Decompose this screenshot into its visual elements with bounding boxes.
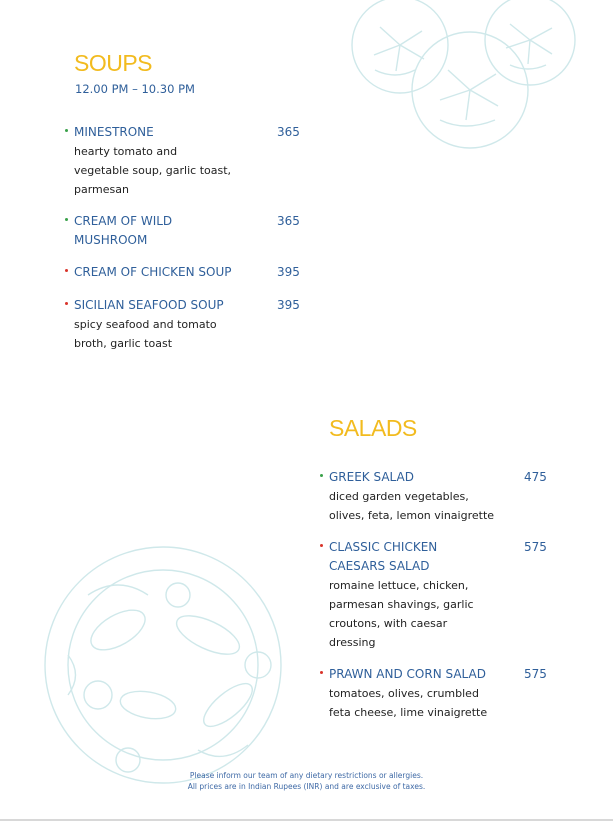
item-name: PRAWN AND CORN SALAD [329, 667, 486, 681]
nonveg-indicator-icon [320, 544, 323, 547]
menu-item [74, 212, 304, 250]
veg-indicator-icon [320, 474, 323, 477]
item-name: MINESTRONE [74, 125, 154, 139]
item-name: GREEK SALAD [329, 470, 414, 484]
menu-item [329, 538, 554, 652]
item-description: parmesan [74, 183, 129, 196]
item-description: feta cheese, lime vinaigrette [329, 706, 488, 719]
soups-hours: 12.00 PM – 10.30 PM [75, 82, 195, 96]
item-name: CREAM OF CHICKEN SOUP [74, 265, 232, 279]
item-name: SICILIAN SEAFOOD SOUP [74, 298, 224, 312]
tomato-illustration [345, 0, 585, 160]
item-name: CLASSIC CHICKEN [329, 540, 438, 554]
item-description: hearty tomato and [74, 145, 178, 158]
item-name: CREAM OF WILD [74, 214, 173, 228]
menu-item [329, 468, 554, 525]
item-description: vegetable soup, garlic toast, [74, 164, 232, 177]
nonveg-indicator-icon [65, 269, 68, 272]
item-description: diced garden vegetables, [329, 490, 469, 503]
menu-item [74, 123, 304, 199]
veg-indicator-icon [65, 218, 68, 221]
salad-bowl-illustration [28, 535, 303, 800]
salads-heading: SALADS [329, 415, 417, 441]
item-description: romaine lettuce, chicken, [329, 579, 469, 592]
footer-allergy-line: Please inform our team of any dietary restrictions or allergies. [189, 771, 424, 780]
item-name: CAESARS SALAD [329, 559, 430, 573]
item-description: parmesan shavings, garlic [329, 598, 474, 611]
soups-heading: SOUPS [74, 50, 153, 76]
nonveg-indicator-icon [320, 671, 323, 674]
item-price: 395 [277, 265, 300, 279]
item-description: spicy seafood and tomato [74, 318, 217, 331]
item-price: 365 [277, 125, 300, 139]
menu-item [74, 296, 304, 353]
item-price: 575 [524, 540, 547, 554]
menu-item [74, 263, 304, 282]
item-price: 365 [277, 214, 300, 228]
item-description: broth, garlic toast [74, 337, 173, 350]
item-price: 395 [277, 298, 300, 312]
nonveg-indicator-icon [65, 302, 68, 305]
item-description: dressing [329, 636, 376, 649]
item-description: olives, feta, lemon vinaigrette [329, 509, 495, 522]
footer-notice [0, 770, 613, 792]
veg-indicator-icon [65, 129, 68, 132]
footer-price-line: All prices are in Indian Rupees (INR) and are exclusive of taxes. [187, 782, 426, 791]
menu-item [329, 665, 554, 722]
item-description: croutons, with caesar [329, 617, 448, 630]
item-price: 475 [524, 470, 547, 484]
item-price: 575 [524, 667, 547, 681]
item-description: tomatoes, olives, crumbled [329, 687, 479, 700]
item-name: MUSHROOM [74, 233, 148, 247]
